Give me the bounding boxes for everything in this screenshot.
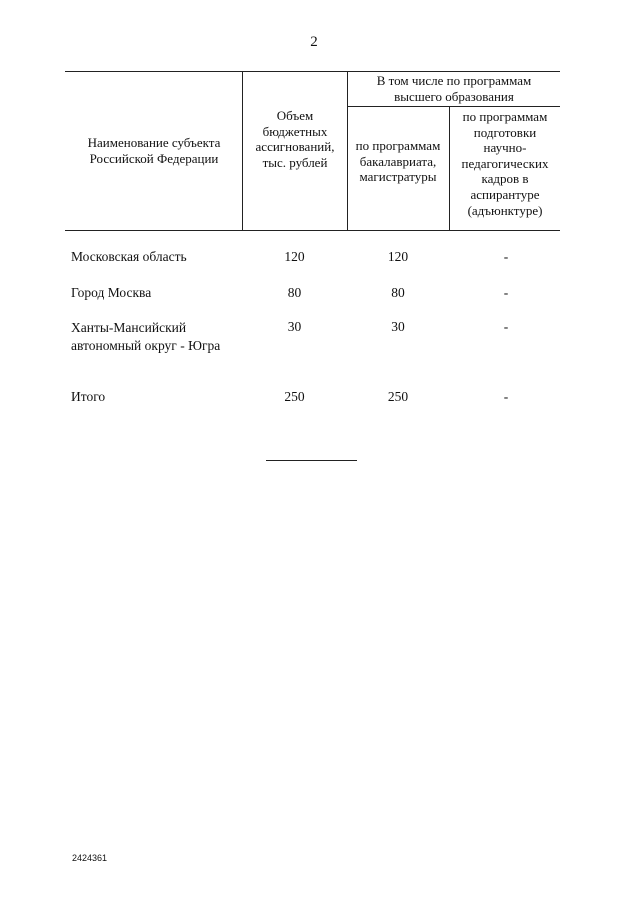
header-including-programs: В том числе по программам высшего образования bbox=[376, 73, 532, 104]
page-number: 2 bbox=[310, 34, 318, 50]
row-subject-name: Московская область bbox=[71, 249, 187, 264]
row-bachelor: 250 bbox=[387, 389, 409, 404]
row-postgrad: - bbox=[503, 319, 509, 334]
document-code: 2424361 bbox=[72, 853, 108, 863]
header-divider-1 bbox=[242, 71, 243, 230]
row-bachelor: 120 bbox=[387, 249, 409, 264]
row-subject-name: Итого bbox=[71, 389, 106, 404]
table-top-border bbox=[65, 71, 560, 72]
header-subdivider bbox=[347, 106, 560, 107]
header-budget-volume: Объем бюджетных ассигнований, тыс. рублей bbox=[255, 108, 335, 170]
row-bachelor: 30 bbox=[391, 319, 405, 334]
row-volume: 250 bbox=[284, 389, 305, 404]
row-volume: 30 bbox=[287, 319, 302, 334]
row-postgrad: - bbox=[503, 389, 509, 404]
header-divider-2 bbox=[347, 71, 348, 230]
end-of-table-rule bbox=[266, 460, 357, 461]
header-divider-3 bbox=[449, 106, 450, 230]
table-header-bottom-border bbox=[65, 230, 560, 231]
header-subject-name: Наименование субъекта Российской Федерации bbox=[87, 135, 221, 166]
row-subject-name: Город Москва bbox=[71, 285, 152, 300]
header-bachelor-master: по программам бакалавриата, магистратуры bbox=[355, 138, 441, 185]
row-subject-name: Ханты-Мансийский автономный округ - Югра bbox=[71, 320, 221, 353]
row-volume: 120 bbox=[284, 249, 305, 264]
row-bachelor: 80 bbox=[391, 285, 405, 300]
row-volume: 80 bbox=[287, 285, 302, 300]
header-postgraduate: по программам подготовки научно-педагогических кадров в аспирантуре (адъюнктуре) bbox=[461, 109, 549, 218]
row-postgrad: - bbox=[503, 285, 509, 300]
row-postgrad: - bbox=[503, 249, 509, 264]
